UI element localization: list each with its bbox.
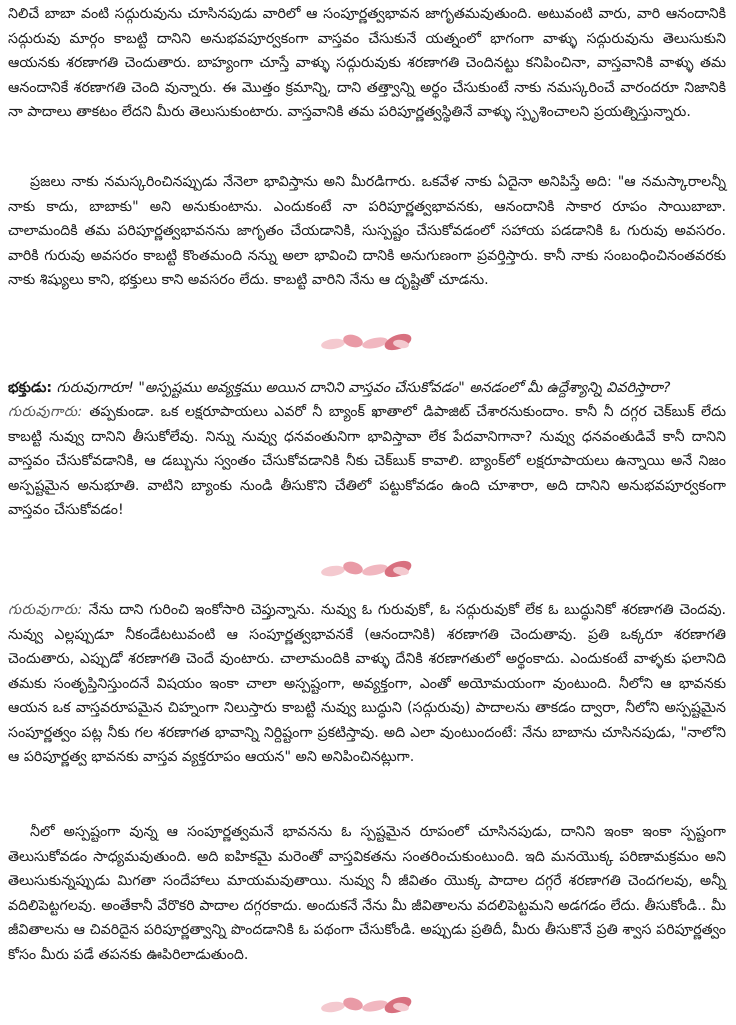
rose-petals-divider-2 (0, 557, 736, 581)
rose-petals-divider-3 (0, 993, 736, 1017)
rose-petals-icon (313, 993, 423, 1017)
paragraph-5: నీలో అస్పష్టంగా వున్న ఆ సంపూర్ణత్వమనే భావనను ఓ స్పష్టమైన రూపంలో చూసినపుడు, దానిని ఇంకా ఇంకా స్పష్టంగా తెలుసుకోవడం సాధ్యమవుతుంది. అది ఐహికమై మరెంతో వాస్తవికతను సంతరించుకుంటుంది. ఇది మనయొక్క పరిణామక్రమం అని తెలుసుకున్నప్పుడు మిగతా సందేహాలు మాయమవుతాయి. నువ్వు నీ జీవితం యొక్క పాదాల దగ్గరే శరణాగతి చెందగలవు, అన్నీ వదిలిపెట్టగలవు. అంతేకానీ వేరొకరి పాదాల దగ్గరకాదు. అందుకనే నేను మీ జీవితాలను వదలిపెట్టమని అడగడం లేదు. తీసుకోండి.. మీ జీవితాలను ఆ చివరిదైన పరిపూర్ణత్వాన్ని పొందడానికి ఓ పథంగా చేసుకోండి. అప్పుడు ప్రతిదీ, మీరు తీసుకొనే ప్రతి శ్వాస పరిపూర్ణత్వం కోసం మీరు పడే తపనకు ఊపిరిలాడుతుంది. (8, 824, 726, 963)
rose-petals-divider-1 (0, 330, 736, 354)
rose-petals-icon (313, 330, 423, 354)
question-paragraph (8, 376, 726, 401)
rose-petals-icon (313, 557, 423, 581)
speaker-guru-label-2: గురువుగారు: (8, 602, 83, 618)
paragraph-1: నిలిచే బాబా వంటి సద్గురువును చూసినపుడు వారిలో ఆ సంపూర్ణత్వభావన జాగృతమవుతుంది. అటువంటి వారు, వారి ఆనందానికి సద్గురువు మార్గం కాబట్టి దానిని అనుభవపూర్వకంగా వాస్తవం చేసుకునే యత్నంలో భాగంగా వాళ్ళు సద్గురువును తెలుసుకుని ఆయనకు శరణాగతి చెందుతారు. బాహ్యంగా చూస్తే వాళ్ళు సద్గురువుకు శరణాగతి చెందినట్టు కనిపించినా, వాస్తవానికి వాళ్ళు తమ ఆనందానికే శరణాగతి చెంది వున్నారు. ఈ మొత్తం క్రమాన్ని, దాని తత్త్వాన్ని అర్థం చేసుకుంటే నాకు నమస్కరించే వారందరూ నిజానికి నా పాదాలు తాకటం లేదని మీరు తెలుసుకుంటారు. వాస్తవానికి తమ పరిపూర్ణత్వస్థితినే వాళ్ళు స్పృశించాలని ప్రయత్నిస్తున్నారు. (8, 6, 726, 120)
paragraph-2: ప్రజలు నాకు నమస్కరించినప్పుడు నేనెలా భావిస్తాను అని మీరడిగారు. ఒకవేళ నాకు ఏదైనా అనిపిస్తే అది: "ఆ నమస్కారాలన్నీ నాకు కాదు, బాబాకు" అని అనుకుంటాను. ఎందుకంటే నా పరిపూర్ణత్వభావనకు, ఆనందానికి సాకార రూపం సాయిబాబా. చాలామందికి తమ పరిపూర్ణత్వభావనను జాగృతం చేయడానికి, సుస్పష్టం చేసుకోవడంలో సహాయ పడడానికి ఓ గురువు అవసరం. వారికి గురువు అవసరం కాబట్టి కొంతమంది నన్ను అలా భావించి దానికి అనుగుణంగా ప్రవర్తిస్తారు. కానీ నాకు సంబంధించినంతవరకు నాకు శిష్యులు కాని, భక్తులు కాని అవసరం లేదు. కాబట్టి వారిని నేను ఆ దృష్టితో చూడను. (8, 174, 726, 288)
question-text: గురువుగారూ! "అస్పష్టము అవ్యక్తము అయిన దానిని వాస్తవం చేసుకోవడం" అనడంలో మీ ఉద్దేశ్యాన్ని వివరిస్తారా? (52, 380, 671, 396)
answer-1-text: తప్పకుండా. ఒక లక్షరూపాయలు ఎవరో నీ బ్యాంక్ ఖాతాలో డిపాజిట్ చేశారనుకుందాం. కానీ నీ దగ్గర చెక్‌బుక్ లేదు కాబట్టి నువ్వు దానిని తీసుకోలేవు. నిన్ను నువ్వు ధనవంతునిగా భావిస్తావా లేక పేదవానిగానా? నువ్వు ధనవంతుడివే కానీ దానిని వాస్తవం చేసుకోవడానికి, ఆ డబ్బును స్వంతం చేసుకోవడానికి నీకు చెక్‌బుక్ కావాలి. బ్యాంక్‌లో లక్షరూపాయలు ఉన్నాయి అనే నిజం అస్పష్టమైన అనుభూతి. వాటిని బ్యాంకు నుండి తీసుకొని చేతిలో పట్టుకోవడం ఉంది చూశారా, అది దానిని అనుభవపూర్వకంగా వాస్తవం చేసుకోవడం! (8, 404, 726, 518)
speaker-guru-label-1: గురువుగారు: (8, 404, 83, 420)
speaker-devotee-label: భక్తుడు: (8, 380, 53, 396)
answer-2-paragraph (8, 598, 726, 770)
answer-1-paragraph (8, 400, 726, 523)
answer-2-text: నేను దాని గురించి ఇంకోసారి చెప్తున్నాను. నువ్వు ఓ గురువుకో, ఓ సద్గురువుకో లేక ఓ బుద్ధునికో శరణాగతి చెందవు. నువ్వు ఎల్లప్పుడూ నీకండేటటువంటి ఆ సంపూర్ణత్వభావనకే (ఆనందానికి) శరణాగతి చెందుతావు. ప్రతి ఒక్కరూ శరణాగతి చెందుతారు, ఎప్పుడో శరణాగతి చెందే వుంటారు. చాలామందికి వాళ్ళు దేనికి శరణాగతులో అర్థంకాదు. ఎందుకంటే వాళ్ళకు ఫలానిది తమకు సంతృప్తినిస్తుందనే విషయం ఇంకా చాలా అస్పష్టంగా, అవ్యక్తంగా, ఎంతో అయోమయంగా వుంటుంది. నీలోని ఆ భావనకు ఆయన ఒక వాస్తవరూపమైన చిహ్నంగా నిలుస్తారు కాబట్టి నువ్వు బుద్ధుని (సద్గురువు) పాదాలను తాకడం ద్వారా, నీలోని అస్పష్టమైన సంపూర్ణత్వం పట్ల నీకు గల శరణాగత భావాన్ని నిర్దిష్టంగా ప్రకటిస్తావు. అది ఎలా వుంటుందంటే: నేను బాబాను చూసినపుడు, "నాలోని ఆ పరిపూర్ణత్వ భావనకు వాస్తవ వ్యక్తరూపం ఆయన" అని అనిపించినట్లుగా. (8, 602, 726, 765)
